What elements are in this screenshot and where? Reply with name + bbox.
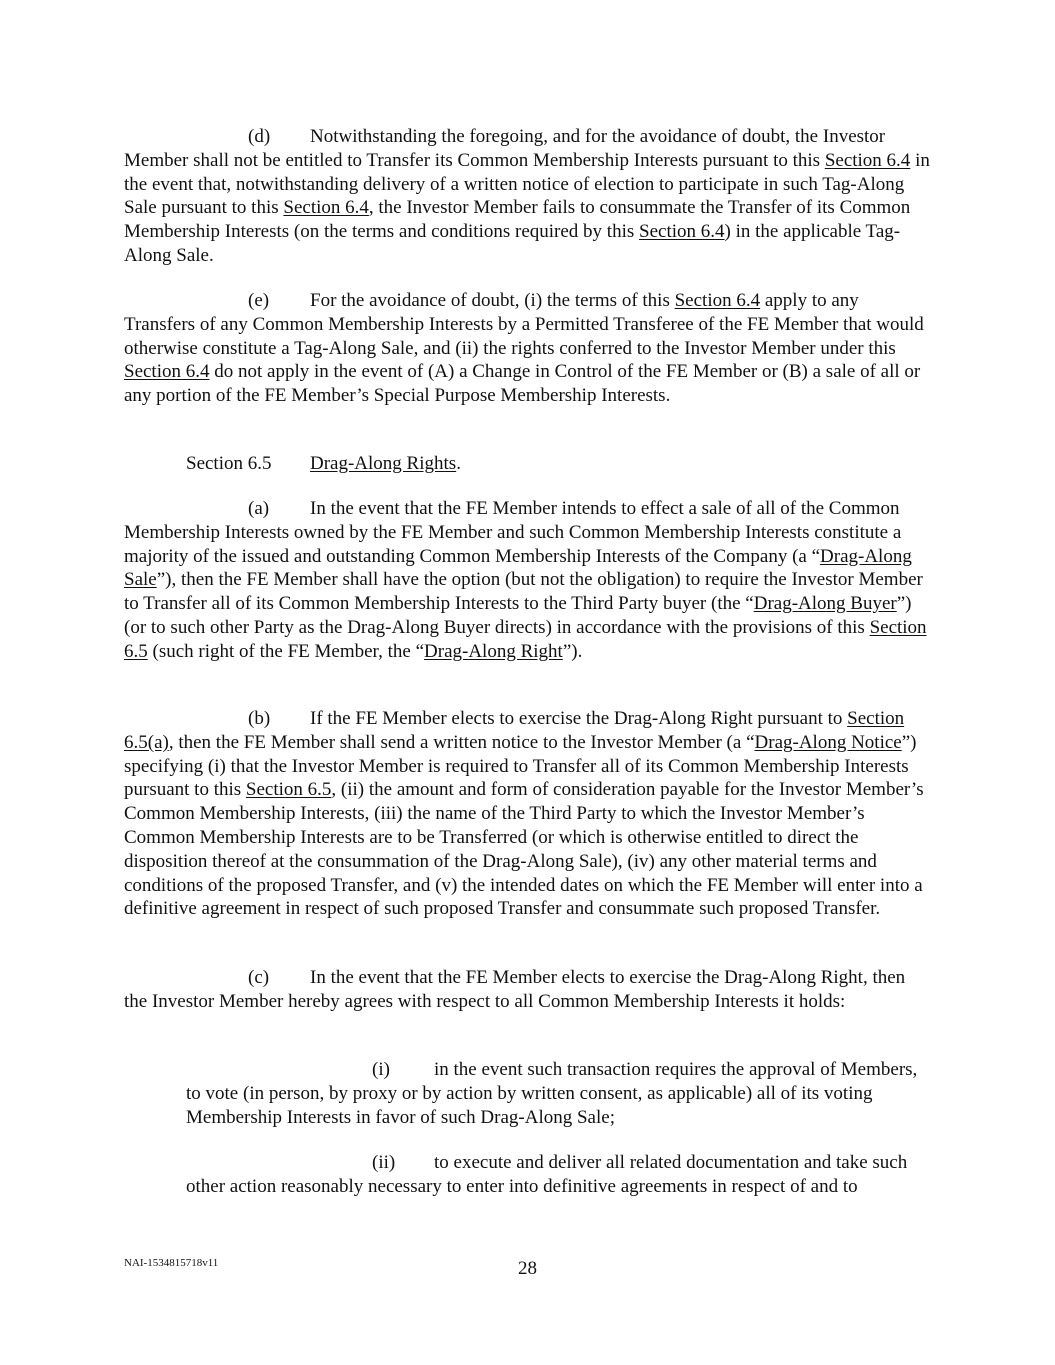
section-reference: Section 6.4	[639, 221, 725, 243]
paragraph-b: (b) If the FE Member elects to exercise the Drag-Along Right pursuant to Section 6.5(a), then the FE Member shall send a written notice to the Investor Member (a “Drag-Along Notice”) specifying (i) that the Investor Member is required to Transfer all of its Common Membership Interests pursuant to this Section 6.5, (ii) the amount and form of consideration payable for the Investor Member’s Common Membership Interests, (iii) the name of the Third Party to which the Investor Member’s Common Membership Interests are to be Transferred (or which is otherwise entitled to direct the disposition thereof at the consummation of the Drag-Along Sale), (iv) any other material terms and conditions of the proposed Transfer, and (v) the intended dates on which the FE Member will enter into a definitive agreement in respect of such proposed Transfer and consummate such proposed Transfer.	[124, 708, 924, 920]
section-reference: Section 6.4	[674, 290, 761, 311]
paragraph-a: (a) In the event that the FE Member intends to effect a sale of all of the Common Membership Interests owned by the FE Member and such Common Membership Interests constitute a majority of the issued and outstanding Common Membership Interests of the Company (a “Drag-Along Sale”), then the FE Member shall have the option (but not the obligation) to require the Investor Member to Transfer all of its Common Membership Interests to the Third Party buyer (the “Drag-Along Buyer”) (or to such other Party as the Drag-Along Buyer directs) in accordance with the provisions of this Section 6.5 (such right of the FE Member, the “Drag-Along Right”).	[124, 498, 927, 662]
paragraph-label: (d)	[248, 126, 271, 147]
section-reference: Section 6.4	[283, 197, 369, 219]
section-reference: Section 6.4	[824, 149, 911, 171]
section-number: Section 6.5	[186, 453, 272, 474]
section-reference: Section 6.4	[124, 361, 210, 383]
defined-term: Drag-Along Notice	[754, 731, 902, 753]
paragraph-label: (i)	[372, 1059, 390, 1080]
paragraph-c-i: (i) in the event such transaction requires the approval of Members, to vote (in person, by proxy or by action by written consent, as applicable) all of its voting Membership Interests in favor of such Drag-Along Sale;	[186, 1059, 918, 1128]
section-title: Drag-Along Rights	[310, 453, 457, 474]
paragraph-e: (e) For the avoidance of doubt, (i) the terms of this Section 6.4 apply to any Transfers of any Common Membership Interests by a Permitted Transferee of the FE Member that would otherwise constitute a Tag-Along Sale, and (ii) the rights conferred to the Investor Member under this Section 6.4 do not apply in the event of (A) a Change in Control of the FE Member or (B) a sale of all or any portion of the FE Member’s Special Purpose Membership Interests.	[124, 290, 924, 407]
section-reference: Section 6.5	[124, 616, 927, 662]
paragraph-label: (e)	[248, 290, 270, 311]
defined-term: Drag-Along Buyer	[753, 593, 897, 615]
section-heading: Section 6.5 Drag-Along Rights.	[186, 453, 461, 474]
paragraph-d: (d) Notwithstanding the foregoing, and for the avoidance of doubt, the Investor Member shall not be entitled to Transfer its Common Membership Interests pursuant to this Section 6.4 in the event that, notwithstanding delivery of a written notice of election to participate in such Tag-Along Sale pursuant to this Section 6.4, the Investor Member fails to consummate the Transfer of its Common Membership Interests (on the terms and conditions required by this Section 6.4) in the applicable Tag-Along Sale.	[124, 126, 930, 266]
section-reference: Section 6.5(a)	[124, 708, 905, 753]
paragraph-label: (c)	[248, 967, 270, 988]
paragraph-label: (b)	[248, 708, 271, 729]
paragraph-label: (ii)	[372, 1152, 396, 1173]
paragraph-label: (a)	[248, 498, 270, 519]
document-id: NAI-1534815718v11	[124, 1257, 219, 1269]
section-reference: Section 6.5	[245, 779, 332, 801]
page-number: 28	[518, 1258, 537, 1279]
defined-term: Drag-Along Right	[424, 640, 563, 662]
paragraph-c-ii: (ii) to execute and deliver all related documentation and take such other action reasonably necessary to enter into definitive agreements in respect of and to	[186, 1152, 908, 1197]
defined-term: Drag-Along Sale	[124, 545, 912, 591]
paragraph-c: (c) In the event that the FE Member elects to exercise the Drag-Along Right, then the Investor Member hereby agrees with respect to all Common Membership Interests it holds:	[124, 967, 906, 1012]
